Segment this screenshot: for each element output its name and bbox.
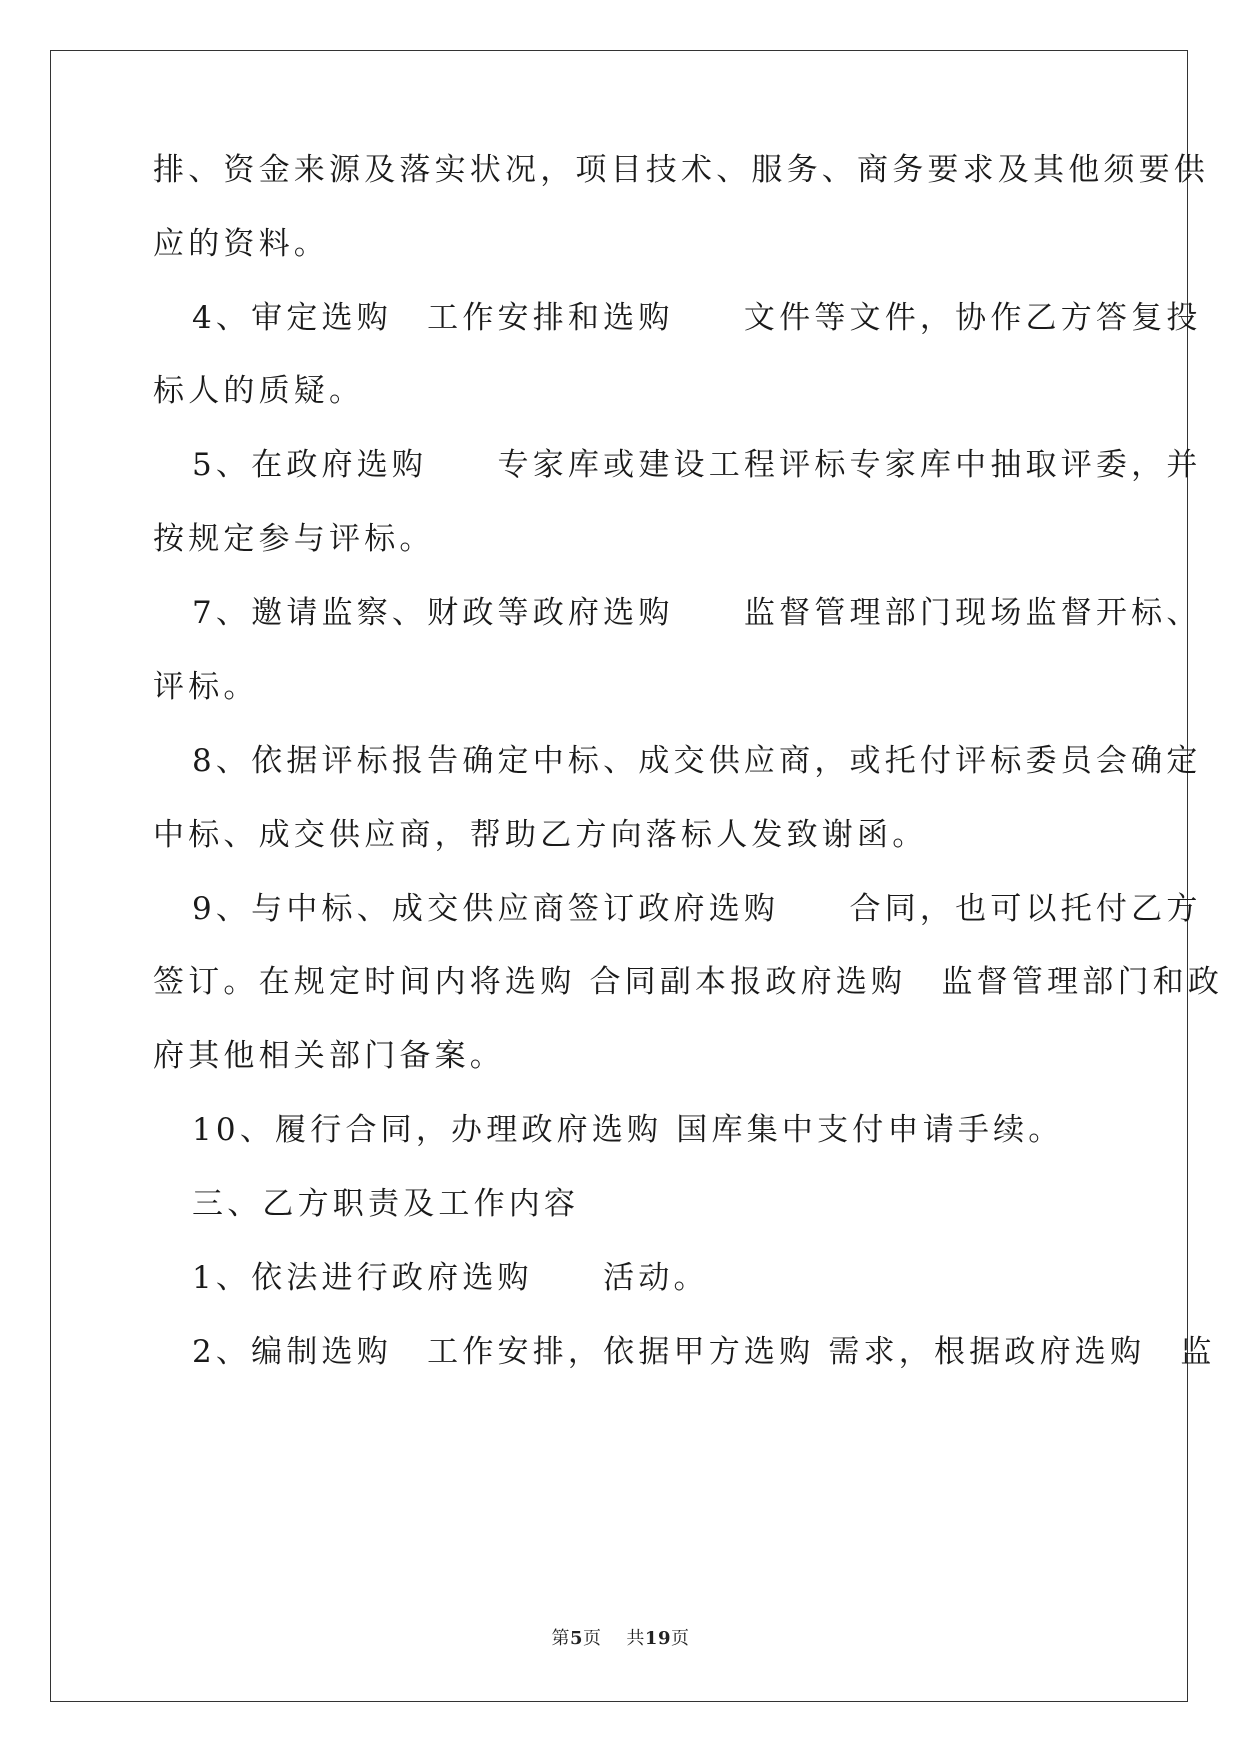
- footer-prefix: 第: [551, 1628, 570, 1649]
- paragraph-line: 签订。在规定时间内将选购 合同副本报政府选购 监督管理部门和政: [153, 964, 1224, 1000]
- paragraph-line: 评标。: [153, 669, 259, 705]
- page-footer: [0, 1628, 1241, 1650]
- footer-total-unit: 页: [670, 1628, 690, 1649]
- paragraph-line: 10、履行合同，办理政府选购 国库集中支付申请手续。: [192, 1112, 1064, 1148]
- section-heading: 三、乙方职责及工作内容: [192, 1186, 580, 1222]
- paragraph-line: 8、依据评标报告确定中标、成交供应商，或托付评标委员会确定: [192, 743, 1202, 779]
- paragraph-line: 排、资金来源及落实状况，项目技术、服务、商务要求及其他须要供: [153, 152, 1209, 188]
- footer-total-prefix: 共: [626, 1628, 645, 1649]
- paragraph-line: 7、邀请监察、财政等政府选购 监督管理部门现场监督开标、: [192, 595, 1202, 631]
- footer-page-unit: 页: [583, 1628, 602, 1649]
- paragraph-line: 2、编制选购 工作安排，依据甲方选购 需求，根据政府选购 监: [192, 1334, 1216, 1370]
- paragraph-line: 4、审定选购 工作安排和选购 文件等文件，协作乙方答复投: [192, 300, 1202, 336]
- paragraph-line: 9、与中标、成交供应商签订政府选购 合同，也可以托付乙方: [192, 891, 1202, 927]
- footer-total-pages: 19: [644, 1628, 671, 1649]
- paragraph-line: 府其他相关部门备案。: [153, 1038, 505, 1074]
- paragraph-line: 1、依法进行政府选购 活动。: [192, 1260, 709, 1296]
- paragraph-line: 标人的质疑。: [153, 373, 365, 409]
- paragraph-line: 按规定参与评标。: [153, 521, 435, 557]
- paragraph-line: 5、在政府选购 专家库或建设工程评标专家库中抽取评委，并: [192, 447, 1202, 483]
- paragraph-line: 应的资料。: [153, 226, 329, 262]
- paragraph-line: 中标、成交供应商，帮助乙方向落标人发致谢函。: [153, 817, 928, 853]
- footer-page-number: 5: [570, 1628, 584, 1649]
